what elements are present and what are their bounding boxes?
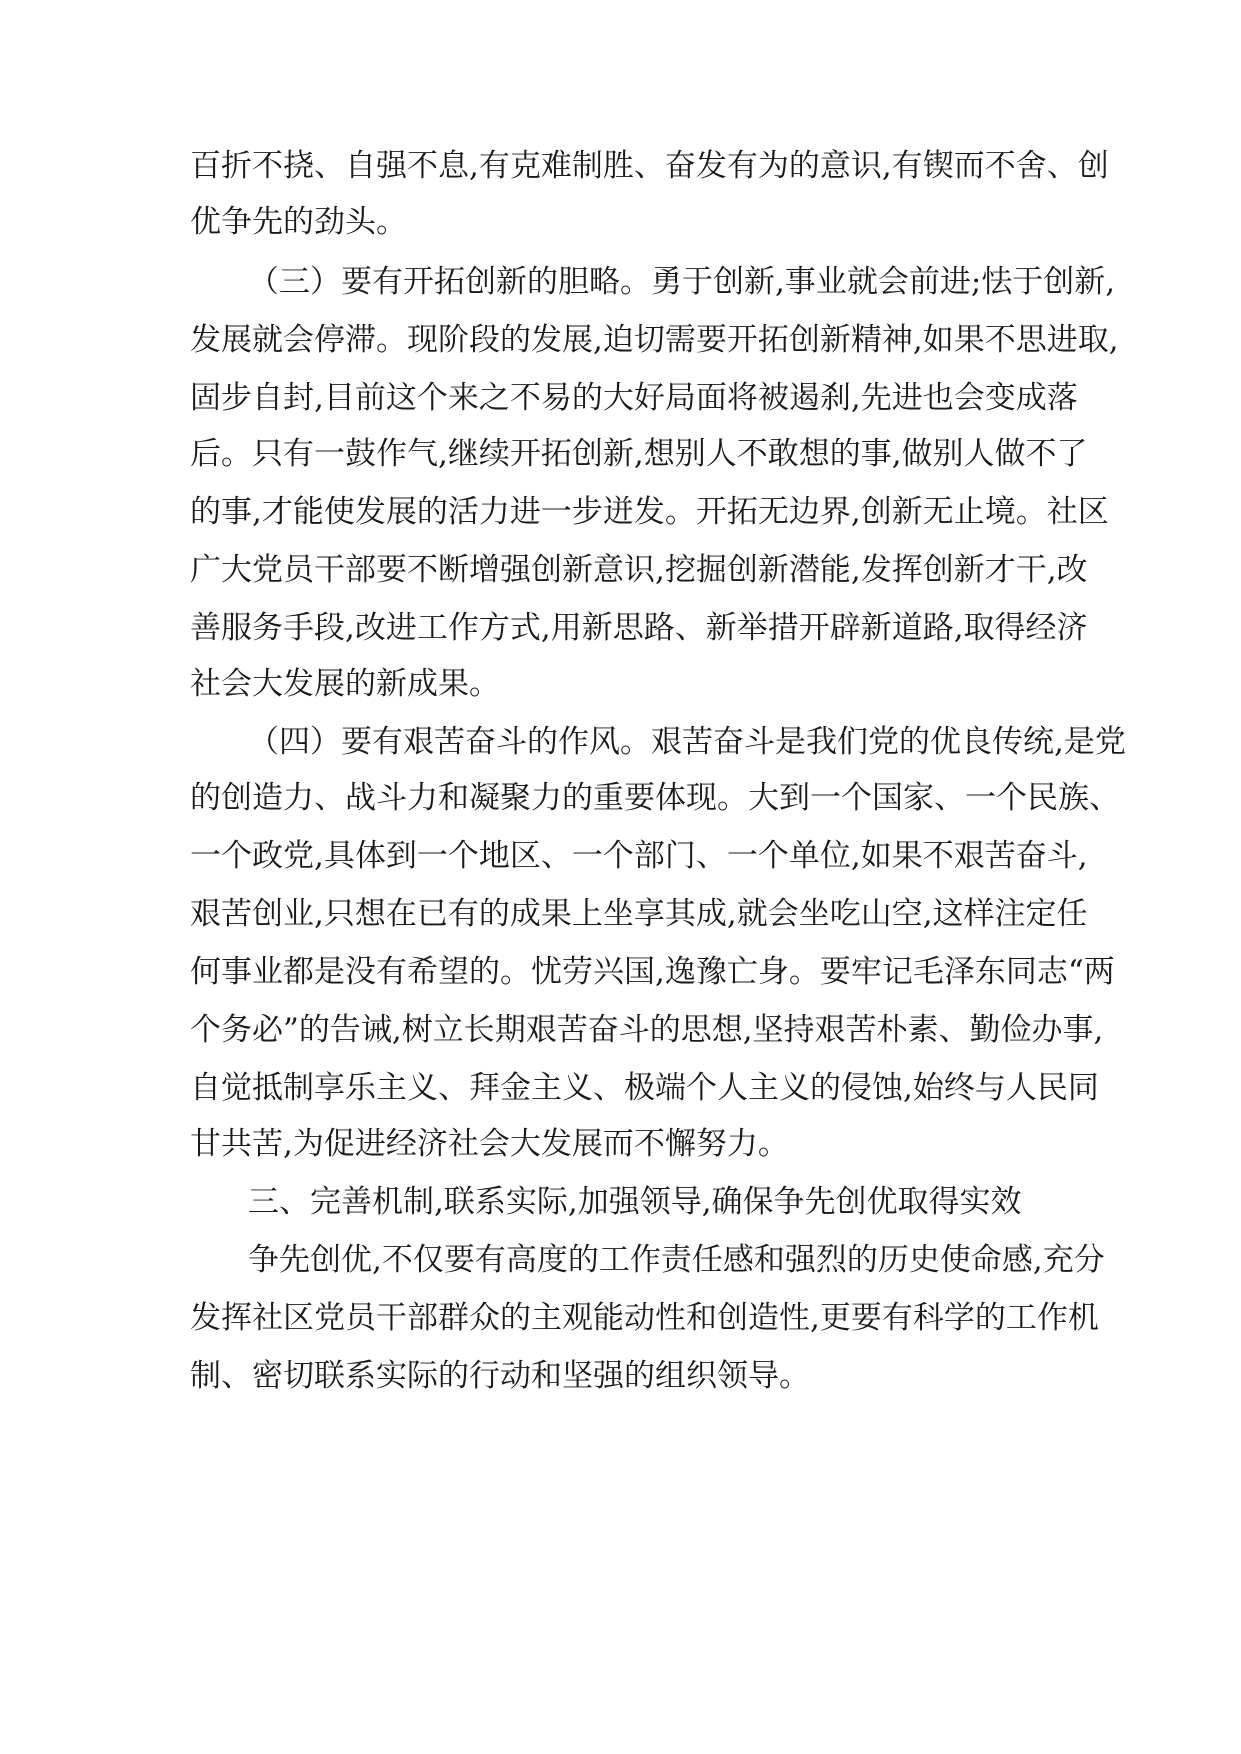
text-line: 制、密切联系实际的行动和坚强的组织领导。 bbox=[190, 1358, 810, 1394]
text-line: 后。只有一鼓作气,继续开拓创新,想别人不敢想的事,做别人做不了 bbox=[190, 436, 1088, 472]
text-line: 优争先的劲头。 bbox=[190, 204, 407, 240]
text-line: 发展就会停滞。现阶段的发展,迫切需要开拓创新精神,如果不思进取, bbox=[190, 322, 1119, 358]
text-line: 发挥社区党员干部群众的主观能动性和创造性,更要有科学的工作机 bbox=[190, 1300, 1099, 1336]
text-line: 的事,才能使发展的活力进一步迸发。开拓无边界,创新无止境。社区 bbox=[190, 494, 1109, 530]
section-heading: 三、完善机制,联系实际,加强领导,确保争先创优取得实效 bbox=[248, 1184, 1022, 1220]
text-line: 自觉抵制享乐主义、拜金主义、极端个人主义的侵蚀,始终与人民同 bbox=[190, 1070, 1099, 1106]
text-line: 固步自封,目前这个来之不易的大好局面将被遏刹,先进也会变成落 bbox=[190, 380, 1078, 416]
text-line: 社会大发展的新成果。 bbox=[190, 666, 500, 702]
text-line: 的创造力、战斗力和凝聚力的重要体现。大到一个国家、一个民族、 bbox=[190, 780, 1120, 816]
text-line: （三）要有开拓创新的胆略。勇于创新,事业就会前进;怯于创新, bbox=[248, 264, 1116, 300]
text-line: 广大党员干部要不断增强创新意识,挖掘创新潜能,发挥创新才干,改 bbox=[190, 552, 1088, 588]
text-line: 百折不挠、自强不息,有克难制胜、奋发有为的意识,有锲而不舍、创 bbox=[190, 148, 1109, 184]
text-line: 善服务手段,改进工作方式,用新思路、新举措开辟新道路,取得经济 bbox=[190, 610, 1088, 646]
text-line: 甘共苦,为促进经济社会大发展而不懈努力。 bbox=[190, 1126, 789, 1162]
text-line: 个务必”的告诫,树立长期艰苦奋斗的思想,坚持艰苦朴素、勤俭办事, bbox=[190, 1012, 1104, 1048]
text-line: 艰苦创业,只想在已有的成果上坐享其成,就会坐吃山空,这样注定任 bbox=[190, 896, 1088, 932]
text-line: 何事业都是没有希望的。忧劳兴国,逸豫亡身。要牢记毛泽东同志“两 bbox=[190, 954, 1115, 990]
text-line: （四）要有艰苦奋斗的作风。艰苦奋斗是我们党的优良传统,是党 bbox=[248, 724, 1126, 760]
text-line: 一个政党,具体到一个地区、一个部门、一个单位,如果不艰苦奋斗, bbox=[190, 838, 1088, 874]
text-line: 争先创优,不仅要有高度的工作责任感和强烈的历史使命感,充分 bbox=[248, 1242, 1105, 1278]
